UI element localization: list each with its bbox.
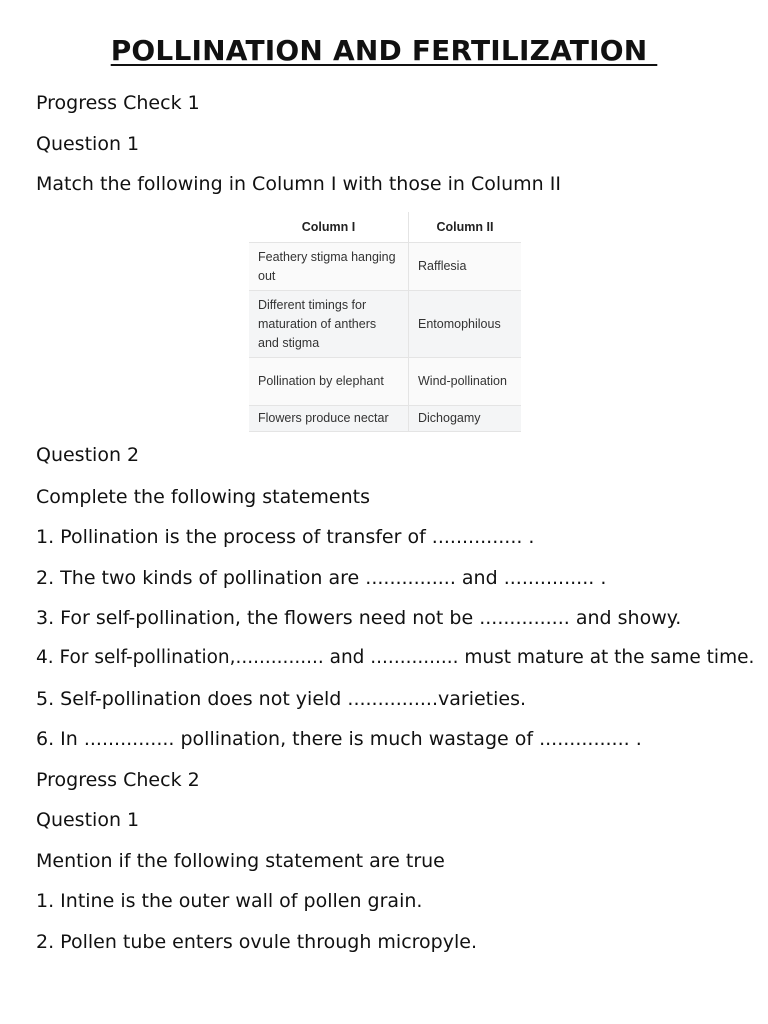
progress-check-2-heading: Progress Check 2 (36, 769, 200, 791)
table-header-column-1: Column I (249, 212, 409, 243)
table-cell-column-2: Dichogamy (409, 406, 522, 432)
match-table (249, 212, 521, 432)
question-1-prompt: Match the following in Column I with those in Column II (36, 173, 561, 195)
table-header-row (249, 212, 521, 243)
table-cell-column-2: Entomophilous (409, 291, 522, 358)
table-row (249, 406, 521, 432)
table-cell-column-1: Different timings for maturation of anthers and stigma (249, 291, 409, 358)
statement-item: 4. For self-pollination,............... and ............... must mature at the same time. (36, 647, 755, 668)
question-2-prompt: Complete the following statements (36, 486, 371, 508)
statement-item: 3. For self-pollination, the flowers need not be ............... and showy. (36, 607, 682, 629)
table-row (249, 358, 521, 406)
question-1-prompt: Mention if the following statement are true (36, 850, 445, 872)
table-cell-column-1: Flowers produce nectar (249, 406, 409, 432)
statement-item: 1. Intine is the outer wall of pollen grain. (36, 890, 423, 912)
progress-check-1-heading: Progress Check 1 (36, 92, 200, 114)
table-cell-column-1: Pollination by elephant (249, 358, 409, 406)
table-row (249, 291, 521, 358)
question-1-label: Question 1 (36, 133, 140, 155)
table-cell-column-2: Wind-pollination (409, 358, 522, 406)
page-title: POLLINATION AND FERTILIZATION (110, 34, 658, 67)
statement-item: 5. Self-pollination does not yield ...............varieties. (36, 688, 527, 710)
table-row (249, 243, 521, 291)
statement-item: 2. Pollen tube enters ovule through micropyle. (36, 931, 477, 953)
statement-item: 6. In ............... pollination, there is much wastage of ............... . (36, 728, 642, 750)
table-cell-column-2: Rafflesia (409, 243, 522, 291)
question-1-label: Question 1 (36, 809, 140, 831)
table-cell-column-1: Feathery stigma hanging out (249, 243, 409, 291)
statement-item: 1. Pollination is the process of transfer of ............... . (36, 526, 535, 548)
table-header-column-2: Column II (409, 212, 522, 243)
statement-item: 2. The two kinds of pollination are ............... and ............... . (36, 567, 607, 589)
question-2-label: Question 2 (36, 444, 140, 466)
